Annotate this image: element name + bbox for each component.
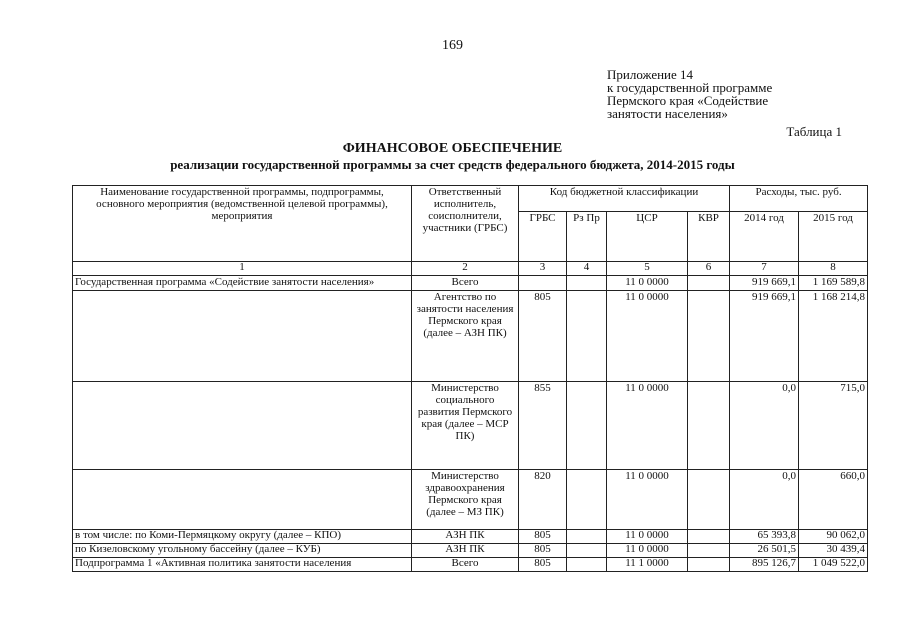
- row-2015: 660,0: [799, 470, 868, 530]
- header-csr: ЦСР: [607, 212, 688, 262]
- header-year-2015: 2015 год: [799, 212, 868, 262]
- row-executor: АЗН ПК: [412, 530, 519, 544]
- row-csr: 11 0 0000: [607, 530, 688, 544]
- table-label: Таблица 1: [786, 124, 842, 139]
- row-2014: 919 669,1: [730, 291, 799, 382]
- row-rzpr: [567, 382, 607, 470]
- row-2014: 895 126,7: [730, 558, 799, 572]
- row-2015: 715,0: [799, 382, 868, 470]
- table-row: [73, 470, 868, 530]
- row-2014: 0,0: [730, 470, 799, 530]
- row-rzpr: [567, 470, 607, 530]
- row-kvr: [688, 530, 730, 544]
- row-name: [73, 382, 412, 470]
- row-executor: АЗН ПК: [412, 544, 519, 558]
- row-kvr: [688, 382, 730, 470]
- row-csr: 11 1 0000: [607, 558, 688, 572]
- column-number: 8: [799, 262, 868, 276]
- finance-table: [72, 185, 868, 572]
- row-name: [73, 291, 412, 382]
- document-title: ФИНАНСОВОЕ ОБЕСПЕЧЕНИЕ: [342, 141, 563, 156]
- header-year-2014: 2014 год: [730, 212, 799, 262]
- appendix-line: занятости населения»: [607, 106, 728, 121]
- document-subtitle: реализации государственной программы за счет средств федерального бюджета, 2014-2015 годы: [170, 157, 735, 172]
- column-number: 1: [73, 262, 412, 276]
- header-executor: Ответственный исполнитель, соисполнители, участники (ГРБС): [412, 186, 519, 262]
- appendix-line: к государственной программе: [607, 80, 773, 95]
- appendix-line: Приложение 14: [607, 67, 694, 82]
- row-grbs: 805: [519, 544, 567, 558]
- header-rzpr: Рз Пр: [567, 212, 607, 262]
- row-rzpr: [567, 530, 607, 544]
- row-name: Государственная программа «Содействие занятости населения»: [73, 276, 412, 291]
- row-name: в том числе: по Коми-Пермяцкому округу (далее – КПО): [73, 530, 412, 544]
- row-grbs: 805: [519, 291, 567, 382]
- row-2014: 919 669,1: [730, 276, 799, 291]
- row-csr: 11 0 0000: [607, 291, 688, 382]
- column-number: 6: [688, 262, 730, 276]
- row-grbs: 805: [519, 558, 567, 572]
- row-executor: Агентство по занятости населения Пермского края (далее – АЗН ПК): [412, 291, 519, 382]
- row-csr: 11 0 0000: [607, 382, 688, 470]
- row-csr: 11 0 0000: [607, 470, 688, 530]
- row-2015: 1 169 589,8: [799, 276, 868, 291]
- row-2014: 65 393,8: [730, 530, 799, 544]
- row-grbs: 820: [519, 470, 567, 530]
- row-kvr: [688, 276, 730, 291]
- row-executor: Министерство здравоохранения Пермского края (далее – МЗ ПК): [412, 470, 519, 530]
- row-2015: 90 062,0: [799, 530, 868, 544]
- row-grbs: 805: [519, 530, 567, 544]
- row-name: [73, 470, 412, 530]
- row-name: Подпрограмма 1 «Активная политика занятости населения: [73, 558, 412, 572]
- row-executor: Всего: [412, 276, 519, 291]
- table-row: [73, 276, 868, 291]
- appendix-note: [607, 68, 772, 120]
- row-rzpr: [567, 276, 607, 291]
- header-budget-classification: Код бюджетной классификации: [519, 186, 730, 212]
- appendix-line: Пермского края «Содействие: [607, 93, 769, 108]
- header-expenses: Расходы, тыс. руб.: [730, 186, 868, 212]
- row-kvr: [688, 544, 730, 558]
- row-rzpr: [567, 291, 607, 382]
- table-row: [73, 291, 868, 382]
- table-row: [73, 530, 868, 544]
- header-name: Наименование государственной программы, подпрограммы, основного мероприятия (ведомственной целевой программы), мероприятия: [73, 186, 412, 262]
- row-rzpr: [567, 544, 607, 558]
- row-grbs: [519, 276, 567, 291]
- column-number: 2: [412, 262, 519, 276]
- header-kvr: КВР: [688, 212, 730, 262]
- row-csr: 11 0 0000: [607, 544, 688, 558]
- row-2014: 0,0: [730, 382, 799, 470]
- table-row: [73, 382, 868, 470]
- header-grbs: ГРБС: [519, 212, 567, 262]
- page-number: 169: [442, 38, 463, 53]
- column-number: 5: [607, 262, 688, 276]
- row-2015: 1 168 214,8: [799, 291, 868, 382]
- row-kvr: [688, 558, 730, 572]
- table-row: [73, 544, 868, 558]
- row-2014: 26 501,5: [730, 544, 799, 558]
- row-kvr: [688, 470, 730, 530]
- column-number: 3: [519, 262, 567, 276]
- row-executor: Всего: [412, 558, 519, 572]
- table-row: [73, 558, 868, 572]
- row-kvr: [688, 291, 730, 382]
- row-name: по Кизеловскому угольному бассейну (далее – КУБ): [73, 544, 412, 558]
- column-number: 7: [730, 262, 799, 276]
- row-grbs: 855: [519, 382, 567, 470]
- row-rzpr: [567, 558, 607, 572]
- column-number: 4: [567, 262, 607, 276]
- row-2015: 1 049 522,0: [799, 558, 868, 572]
- row-executor: Министерство социального развития Пермского края (далее – МСР ПК): [412, 382, 519, 470]
- row-csr: 11 0 0000: [607, 276, 688, 291]
- row-2015: 30 439,4: [799, 544, 868, 558]
